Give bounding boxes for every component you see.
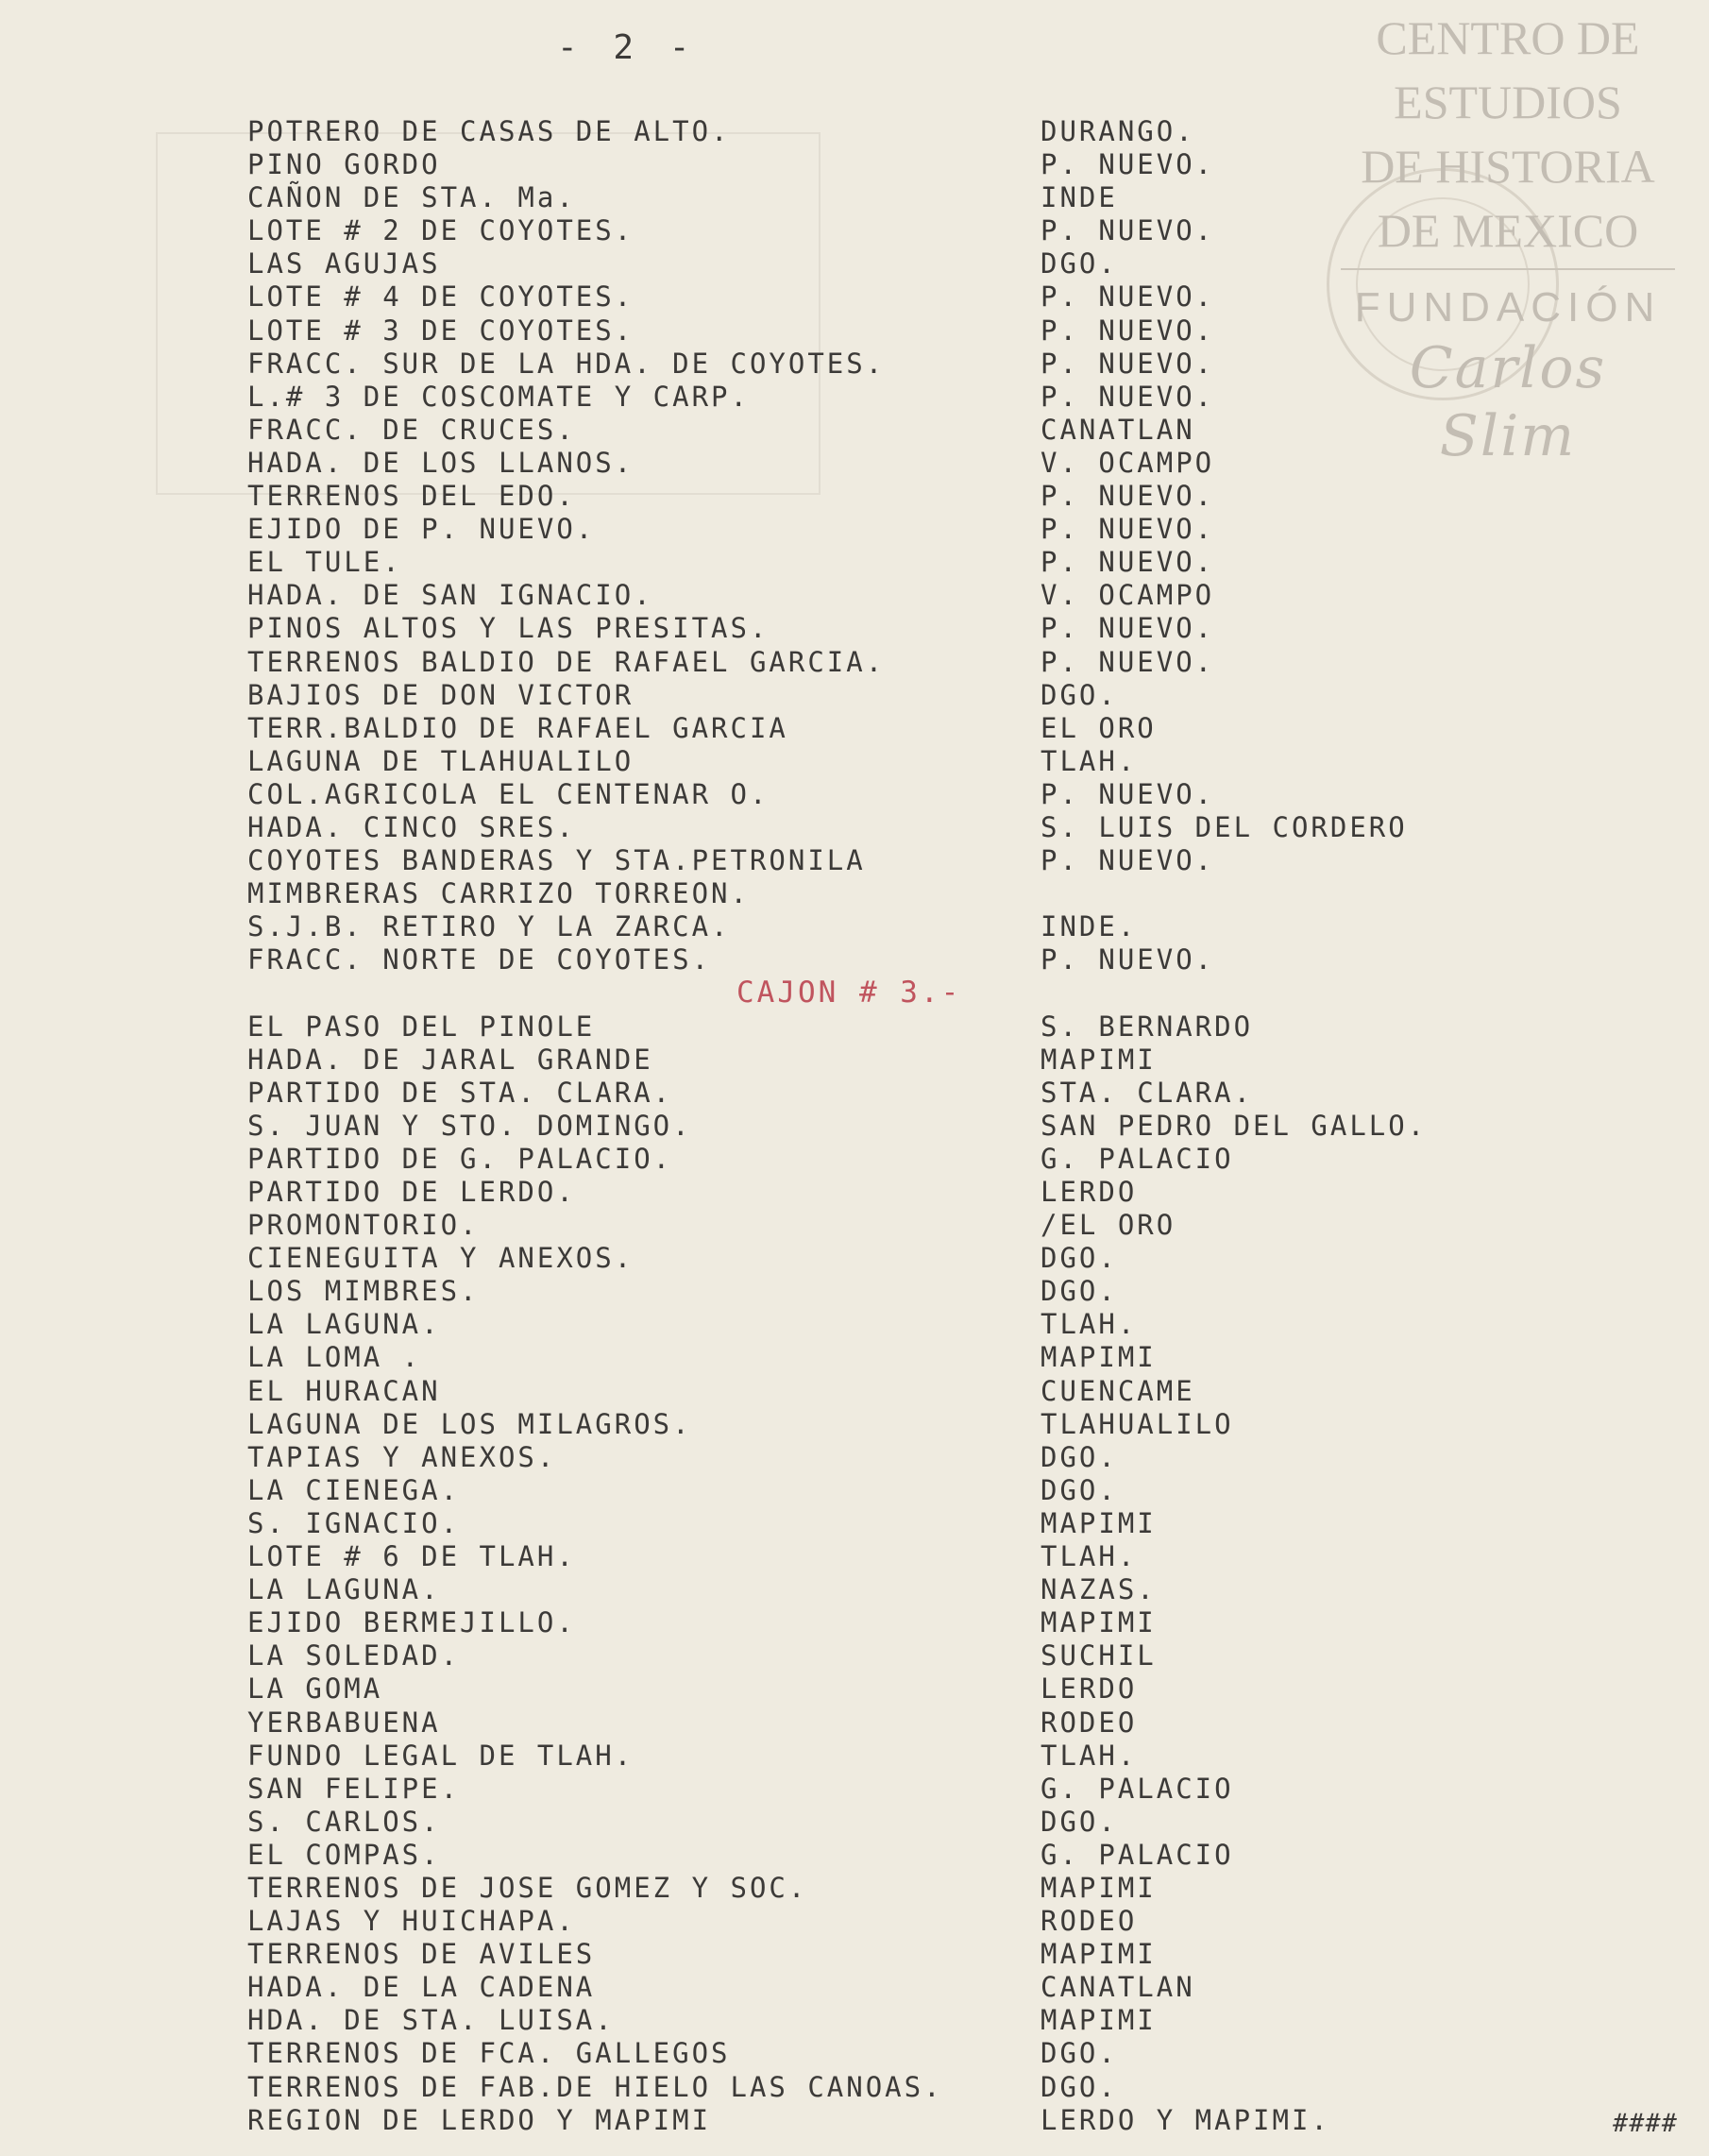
property-name: PINO GORDO bbox=[247, 148, 441, 181]
property-location: P. NUEVO. bbox=[1041, 844, 1215, 877]
list-row bbox=[0, 1209, 1709, 1242]
property-location: P. NUEVO. bbox=[1041, 148, 1215, 181]
property-location: SUCHIL bbox=[1041, 1639, 1157, 1672]
list-row bbox=[0, 1375, 1709, 1408]
list-row bbox=[0, 745, 1709, 778]
property-name: LOTE # 2 DE COYOTES. bbox=[247, 214, 635, 247]
property-name: EJIDO DE P. NUEVO. bbox=[247, 513, 596, 546]
property-name: PINOS ALTOS Y LAS PRESITAS. bbox=[247, 612, 770, 645]
property-location: DGO. bbox=[1041, 1473, 1118, 1506]
property-name: TERRENOS DE FCA. GALLEGOS bbox=[247, 2037, 731, 2070]
property-location: CUENCAME bbox=[1041, 1374, 1195, 1407]
property-location: TLAHUALILO bbox=[1041, 1407, 1234, 1440]
list-row bbox=[0, 679, 1709, 712]
property-name: EL COMPAS. bbox=[247, 1838, 441, 1871]
list-row bbox=[0, 612, 1709, 645]
list-row bbox=[0, 1806, 1709, 1839]
property-name: EL HURACAN bbox=[247, 1374, 441, 1407]
list-row bbox=[0, 247, 1709, 280]
property-location: MAPIMI bbox=[1041, 1871, 1157, 1904]
property-name: TERR.BALDIO DE RAFAEL GARCIA bbox=[247, 711, 788, 744]
property-name: SAN FELIPE. bbox=[247, 1772, 461, 1805]
property-location: V. OCAMPO bbox=[1041, 579, 1215, 612]
property-name: TERRENOS DE JOSE GOMEZ Y SOC. bbox=[247, 1871, 808, 1904]
list-row bbox=[0, 2104, 1709, 2137]
property-name: HADA. DE LOS LLANOS. bbox=[247, 446, 635, 479]
list-row bbox=[0, 1176, 1709, 1209]
property-location: TLAH. bbox=[1041, 1540, 1138, 1573]
list-row bbox=[0, 1639, 1709, 1672]
watermark-line: DE HISTORIA bbox=[1361, 140, 1655, 193]
property-name: PROMONTORIO. bbox=[247, 1209, 480, 1242]
property-name: LA LAGUNA. bbox=[247, 1308, 441, 1341]
list-row bbox=[0, 1740, 1709, 1773]
list-row bbox=[0, 877, 1709, 910]
property-name: BAJIOS DE DON VICTOR bbox=[247, 678, 635, 711]
property-location: RODEO bbox=[1041, 1905, 1138, 1938]
list-row bbox=[0, 1672, 1709, 1706]
list-row bbox=[0, 1441, 1709, 1474]
list-row bbox=[0, 646, 1709, 679]
list-row bbox=[0, 1606, 1709, 1639]
list-row bbox=[0, 148, 1709, 181]
list-row bbox=[0, 115, 1709, 148]
list-row bbox=[0, 2037, 1709, 2070]
property-location: MAPIMI bbox=[1041, 2004, 1157, 2037]
property-name: LAGUNA DE LOS MILAGROS. bbox=[247, 1407, 692, 1440]
property-location: V. OCAMPO bbox=[1041, 446, 1215, 479]
property-location: P. NUEVO. bbox=[1041, 214, 1215, 247]
property-location: MAPIMI bbox=[1041, 1506, 1157, 1539]
list-row bbox=[0, 1971, 1709, 2004]
property-location: CANATLAN bbox=[1041, 1971, 1195, 2004]
property-name: EL TULE. bbox=[247, 546, 402, 579]
list-row bbox=[0, 1010, 1709, 1044]
property-name: S. CARLOS. bbox=[247, 1805, 441, 1838]
property-name: TAPIAS Y ANEXOS. bbox=[247, 1440, 557, 1473]
property-location: MAPIMI bbox=[1041, 1606, 1157, 1639]
property-name: S.J.B. RETIRO Y LA ZARCA. bbox=[247, 910, 731, 943]
list-row bbox=[0, 1110, 1709, 1143]
section-heading bbox=[0, 976, 1709, 1010]
property-name: LOS MIMBRES. bbox=[247, 1275, 480, 1308]
property-name: LA LOMA . bbox=[247, 1341, 422, 1374]
property-name: LOTE # 3 DE COYOTES. bbox=[247, 314, 635, 347]
property-location: DGO. bbox=[1041, 1242, 1118, 1275]
section-heading-text: CAJON # 3.- bbox=[736, 976, 962, 1010]
property-name: LA LAGUNA. bbox=[247, 1573, 441, 1606]
property-location: NAZAS. bbox=[1041, 1573, 1157, 1606]
property-location: P. NUEVO. bbox=[1041, 380, 1215, 413]
list-row bbox=[0, 1839, 1709, 1872]
property-name: FRACC. NORTE DE COYOTES. bbox=[247, 943, 712, 976]
property-name: LA SOLEDAD. bbox=[247, 1639, 461, 1672]
list-row bbox=[0, 579, 1709, 612]
list-row bbox=[0, 513, 1709, 546]
list-row bbox=[0, 280, 1709, 314]
list-row bbox=[0, 1573, 1709, 1606]
property-name: LOTE # 4 DE COYOTES. bbox=[247, 280, 635, 314]
property-location: DURANGO. bbox=[1041, 115, 1195, 147]
property-name: TERRENOS DE FAB.DE HIELO LAS CANOAS. bbox=[247, 2070, 943, 2103]
list-row bbox=[0, 943, 1709, 976]
property-location: P. NUEVO. bbox=[1041, 280, 1215, 314]
property-name: HADA. CINCO SRES. bbox=[247, 810, 576, 843]
list-row bbox=[0, 1275, 1709, 1308]
list-row bbox=[0, 214, 1709, 247]
property-name: LAS AGUJAS bbox=[247, 247, 441, 280]
property-location: P. NUEVO. bbox=[1041, 943, 1215, 976]
list-row bbox=[0, 1905, 1709, 1938]
property-name: FUNDO LEGAL DE TLAH. bbox=[247, 1739, 635, 1772]
watermark-foundation: FUNDACIÓN bbox=[1354, 284, 1662, 331]
property-location: TLAH. bbox=[1041, 1308, 1138, 1341]
property-location: P. NUEVO. bbox=[1041, 777, 1215, 810]
property-name: LOTE # 6 DE TLAH. bbox=[247, 1540, 576, 1573]
end-mark: #### bbox=[1613, 2109, 1679, 2138]
list-row bbox=[0, 811, 1709, 844]
list-row bbox=[0, 414, 1709, 447]
property-name: HADA. DE JARAL GRANDE bbox=[247, 1043, 653, 1076]
page-number: - 2 - bbox=[557, 28, 698, 67]
property-name: MIMBRERAS CARRIZO TORREON. bbox=[247, 877, 750, 910]
property-location: MAPIMI bbox=[1041, 1938, 1157, 1971]
list-row bbox=[0, 1706, 1709, 1740]
watermark-line: DE MEXICO bbox=[1377, 204, 1639, 257]
property-name: PARTIDO DE G. PALACIO. bbox=[247, 1142, 673, 1175]
property-location: CANATLAN bbox=[1041, 413, 1195, 446]
property-name: LA GOMA bbox=[247, 1672, 383, 1706]
property-location: P. NUEVO. bbox=[1041, 513, 1215, 546]
property-location: P. NUEVO. bbox=[1041, 347, 1215, 380]
property-name: TERRENOS DE AVILES bbox=[247, 1938, 596, 1971]
list-row bbox=[0, 2071, 1709, 2104]
property-name: YERBABUENA bbox=[247, 1706, 441, 1739]
property-name: EL PASO DEL PINOLE bbox=[247, 1010, 596, 1043]
property-name: CAÑON DE STA. Ma. bbox=[247, 181, 576, 214]
list-row bbox=[0, 1143, 1709, 1176]
list-row bbox=[0, 1044, 1709, 1077]
list-row bbox=[0, 546, 1709, 579]
list-row bbox=[0, 1308, 1709, 1341]
property-name: FRACC. SUR DE LA HDA. DE COYOTES. bbox=[247, 347, 886, 380]
property-location: G. PALACIO bbox=[1041, 1772, 1234, 1805]
list-row bbox=[0, 381, 1709, 414]
property-name: PARTIDO DE LERDO. bbox=[247, 1176, 576, 1208]
property-location: DGO. bbox=[1041, 2037, 1118, 2070]
property-name: EJIDO BERMEJILLO. bbox=[247, 1606, 576, 1639]
property-location: P. NUEVO. bbox=[1041, 314, 1215, 347]
property-location: /EL ORO bbox=[1041, 1209, 1176, 1242]
list-row bbox=[0, 1773, 1709, 1806]
list-row bbox=[0, 1341, 1709, 1374]
property-name: COYOTES BANDERAS Y STA.PETRONILA bbox=[247, 844, 866, 877]
property-name: COL.AGRICOLA EL CENTENAR O. bbox=[247, 777, 770, 810]
property-location: SAN PEDRO DEL GALLO. bbox=[1041, 1109, 1428, 1142]
watermark-line: ESTUDIOS bbox=[1394, 76, 1622, 128]
property-name: S. JUAN Y STO. DOMINGO. bbox=[247, 1109, 692, 1142]
property-location: INDE bbox=[1041, 181, 1118, 214]
property-location: RODEO bbox=[1041, 1706, 1138, 1739]
property-name: TERRENOS DEL EDO. bbox=[247, 480, 576, 513]
property-location: DGO. bbox=[1041, 678, 1118, 711]
property-location: LERDO bbox=[1041, 1176, 1138, 1208]
list-row bbox=[0, 1938, 1709, 1971]
property-location: G. PALACIO bbox=[1041, 1838, 1234, 1871]
property-name: L.# 3 DE COSCOMATE Y CARP. bbox=[247, 380, 750, 413]
property-list bbox=[0, 115, 1709, 2137]
watermark-signature: Carlos Slim bbox=[1409, 335, 1607, 469]
property-location: MAPIMI bbox=[1041, 1341, 1157, 1374]
property-location: P. NUEVO. bbox=[1041, 480, 1215, 513]
property-name: TERRENOS BALDIO DE RAFAEL GARCIA. bbox=[247, 645, 886, 678]
property-location: INDE. bbox=[1041, 910, 1138, 943]
list-row bbox=[0, 910, 1709, 943]
property-location: S. BERNARDO bbox=[1041, 1010, 1254, 1043]
list-row bbox=[0, 1408, 1709, 1441]
watermark-line: CENTRO DE bbox=[1376, 11, 1640, 64]
list-row bbox=[0, 314, 1709, 348]
property-name: CIENEGUITA Y ANEXOS. bbox=[247, 1242, 635, 1275]
property-location: DGO. bbox=[1041, 1440, 1118, 1473]
property-location: LERDO Y MAPIMI. bbox=[1041, 2103, 1330, 2136]
property-location: EL ORO bbox=[1041, 711, 1157, 744]
list-row bbox=[0, 348, 1709, 381]
list-row bbox=[0, 1872, 1709, 1905]
property-name: HDA. DE STA. LUISA. bbox=[247, 2004, 615, 2037]
list-row bbox=[0, 1540, 1709, 1573]
list-row bbox=[0, 480, 1709, 513]
property-name: FRACC. DE CRUCES. bbox=[247, 413, 576, 446]
property-location: DGO. bbox=[1041, 2070, 1118, 2103]
list-row bbox=[0, 2004, 1709, 2037]
property-name: HADA. DE LA CADENA bbox=[247, 1971, 596, 2004]
property-location: P. NUEVO. bbox=[1041, 645, 1215, 678]
list-row bbox=[0, 844, 1709, 877]
property-location: DGO. bbox=[1041, 1275, 1118, 1308]
list-row bbox=[0, 1077, 1709, 1110]
list-row bbox=[0, 1474, 1709, 1507]
property-location: P. NUEVO. bbox=[1041, 612, 1215, 645]
property-location: TLAH. bbox=[1041, 744, 1138, 777]
property-name: LAGUNA DE TLAHUALILO bbox=[247, 744, 635, 777]
property-location: P. NUEVO. bbox=[1041, 546, 1215, 579]
property-name: LA CIENEGA. bbox=[247, 1473, 461, 1506]
property-location: S. LUIS DEL CORDERO bbox=[1041, 810, 1408, 843]
property-location: G. PALACIO bbox=[1041, 1142, 1234, 1175]
property-name: PARTIDO DE STA. CLARA. bbox=[247, 1076, 673, 1109]
property-location: TLAH. bbox=[1041, 1739, 1138, 1772]
list-row bbox=[0, 1507, 1709, 1540]
property-name: LAJAS Y HUICHAPA. bbox=[247, 1905, 576, 1938]
property-location: MAPIMI bbox=[1041, 1043, 1157, 1076]
property-name: REGION DE LERDO Y MAPIMI bbox=[247, 2103, 712, 2136]
list-row bbox=[0, 447, 1709, 480]
list-row bbox=[0, 712, 1709, 745]
list-row bbox=[0, 1242, 1709, 1275]
property-location: DGO. bbox=[1041, 1805, 1118, 1838]
list-row bbox=[0, 778, 1709, 811]
list-row bbox=[0, 181, 1709, 214]
property-location: LERDO bbox=[1041, 1672, 1138, 1706]
property-name: S. IGNACIO. bbox=[247, 1506, 461, 1539]
property-name: HADA. DE SAN IGNACIO. bbox=[247, 579, 653, 612]
property-location: STA. CLARA. bbox=[1041, 1076, 1254, 1109]
property-name: POTRERO DE CASAS DE ALTO. bbox=[247, 115, 731, 147]
property-location: DGO. bbox=[1041, 247, 1118, 280]
